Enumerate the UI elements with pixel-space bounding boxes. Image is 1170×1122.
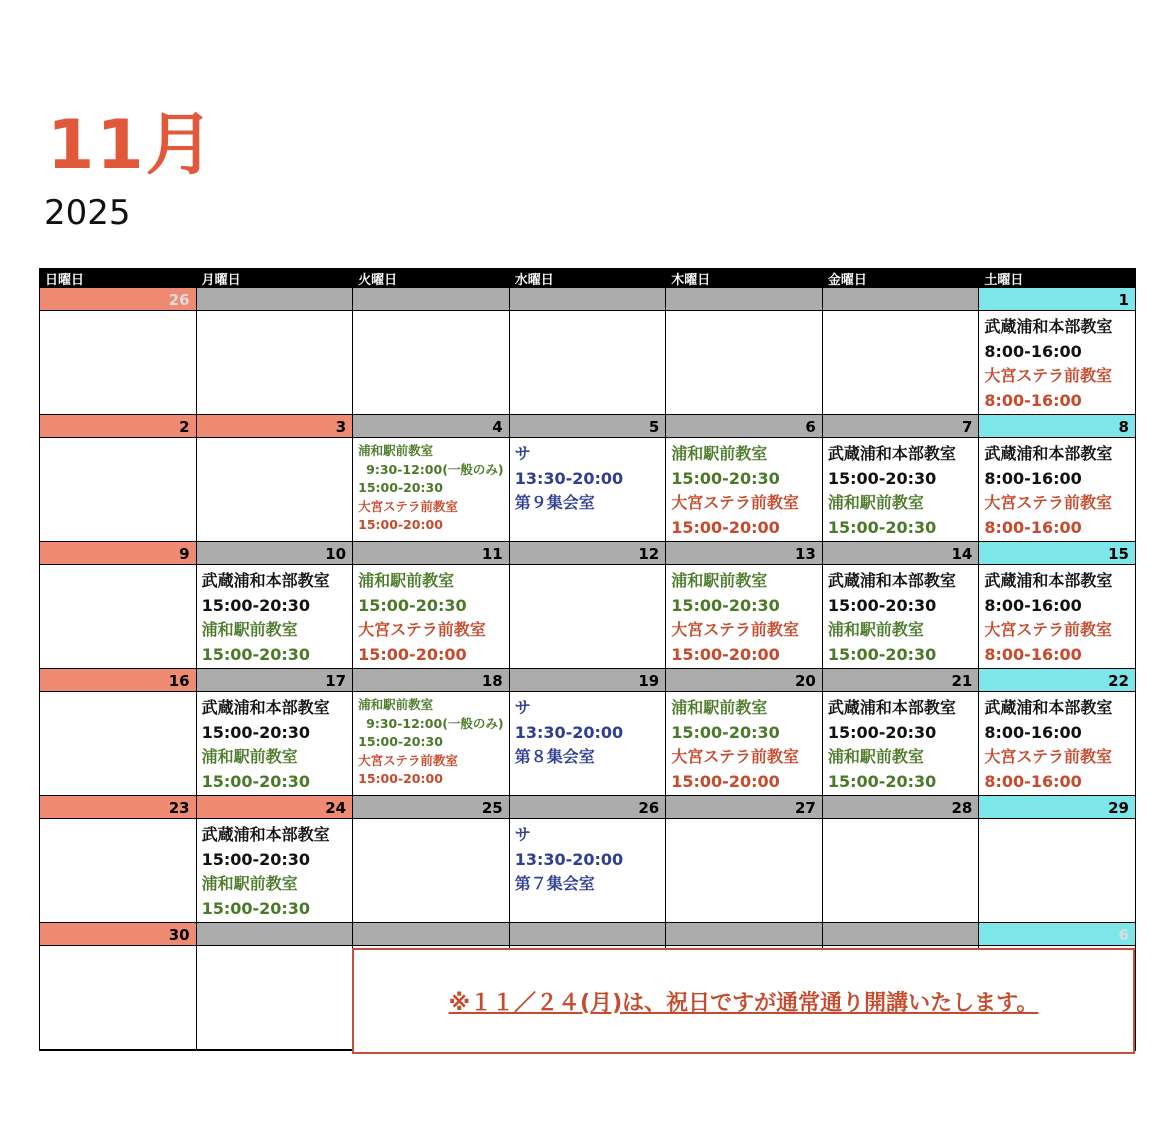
date-row <box>40 288 1136 311</box>
day-cell <box>979 819 1136 923</box>
day-cell <box>40 946 197 1050</box>
day-number: 30 <box>40 923 197 946</box>
day-cell <box>666 311 823 415</box>
day-cell <box>197 946 354 1050</box>
event-line: 15:00-20:30 <box>201 644 311 664</box>
day-number: 12 <box>510 542 667 565</box>
day-number <box>353 923 510 946</box>
event-line: 浦和駅前教室 <box>671 571 768 590</box>
event-line: 浦和駅前教室 <box>827 620 924 639</box>
event-line: 15:00-20:30 <box>671 722 780 742</box>
day-number: 6 <box>979 923 1136 946</box>
day-number: 21 <box>823 669 980 692</box>
event-line: 大宮ステラ前教室 <box>671 620 799 639</box>
day-number: 16 <box>40 669 197 692</box>
day-cell <box>823 438 980 542</box>
day-number: 2 <box>40 415 197 438</box>
day-cell <box>353 311 510 415</box>
day-number <box>510 923 667 946</box>
event-line: 15:00-20:30 <box>671 595 780 615</box>
event-line: サ <box>514 825 531 844</box>
day-cell <box>353 438 510 542</box>
event-line: 8:00-16:00 <box>984 722 1082 742</box>
week-row <box>40 438 1136 542</box>
event-line: 武蔵浦和本部教室 <box>827 571 956 590</box>
event-line: 8:00-16:00 <box>984 341 1082 361</box>
date-row <box>40 542 1136 565</box>
day-number: 26 <box>510 796 667 819</box>
day-cell <box>510 819 667 923</box>
weekday-monday: 月曜日 <box>201 273 241 288</box>
day-cell <box>666 438 823 542</box>
day-cell <box>40 819 197 923</box>
event-line: 大宮ステラ前教室 <box>358 498 458 514</box>
event-line: 武蔵浦和本部教室 <box>984 571 1113 590</box>
day-cell <box>510 311 667 415</box>
notice-text: ※１１／２４(月)は、祝日ですが通常通り開講いたします。 <box>448 990 1039 1016</box>
event-line: 大宮ステラ前教室 <box>671 747 799 766</box>
day-cell <box>979 692 1136 796</box>
day-number: 20 <box>666 669 823 692</box>
day-number: 25 <box>353 796 510 819</box>
day-cell <box>40 438 197 542</box>
event-line: 8:00-16:00 <box>984 595 1082 615</box>
day-cell <box>197 819 354 923</box>
event-line: サ <box>514 444 531 463</box>
week-row <box>40 311 1136 415</box>
day-cell <box>979 565 1136 669</box>
day-cell <box>510 692 667 796</box>
event-line: 大宮ステラ前教室 <box>984 366 1113 385</box>
weekday-friday: 金曜日 <box>827 273 867 288</box>
day-cell <box>666 565 823 669</box>
day-number: 13 <box>666 542 823 565</box>
event-line: 8:00-16:00 <box>984 517 1082 537</box>
event-line: 9:30-12:00(一般のみ) <box>366 715 504 731</box>
event-line: 浦和駅前教室 <box>671 444 768 463</box>
day-cell <box>823 565 980 669</box>
day-cell <box>40 692 197 796</box>
event-line: 第９集会室 <box>514 493 595 512</box>
day-number: 14 <box>823 542 980 565</box>
event-line: 武蔵浦和本部教室 <box>201 571 330 590</box>
event-line: 第７集会室 <box>514 874 595 893</box>
event-line: 15:00-20:30 <box>201 771 311 791</box>
day-number: 26 <box>40 288 197 311</box>
event-line: 15:00-20:00 <box>358 644 467 664</box>
day-number: 15 <box>979 542 1136 565</box>
day-cell <box>979 311 1136 415</box>
day-number: 17 <box>197 669 354 692</box>
day-cell <box>666 692 823 796</box>
event-line: 武蔵浦和本部教室 <box>984 317 1113 336</box>
event-line: 浦和駅前教室 <box>671 698 768 717</box>
day-cell <box>353 819 510 923</box>
weekday-tuesday: 火曜日 <box>358 273 398 288</box>
event-line: 15:00-20:30 <box>827 644 937 664</box>
date-row <box>40 415 1136 438</box>
event-line: 武蔵浦和本部教室 <box>201 698 330 717</box>
event-line: 15:00-20:00 <box>358 517 443 533</box>
event-line: 15:00-20:30 <box>671 468 780 488</box>
calendar-weeks <box>40 288 1136 1050</box>
day-cell <box>40 311 197 415</box>
day-number: 28 <box>823 796 980 819</box>
event-line: 15:00-20:00 <box>671 771 780 791</box>
event-line: 15:00-20:30 <box>201 849 311 869</box>
day-number: 18 <box>353 669 510 692</box>
event-line: 武蔵浦和本部教室 <box>984 444 1113 463</box>
event-line: 13:30-20:00 <box>514 722 624 742</box>
day-cell <box>823 311 980 415</box>
day-number <box>823 288 980 311</box>
day-cell <box>666 819 823 923</box>
day-number: 10 <box>197 542 354 565</box>
event-line: 8:00-16:00 <box>984 468 1082 488</box>
day-number: 22 <box>979 669 1136 692</box>
event-line: 大宮ステラ前教室 <box>984 493 1113 512</box>
event-line: 武蔵浦和本部教室 <box>827 444 956 463</box>
event-line: 武蔵浦和本部教室 <box>827 698 956 717</box>
event-line: 浦和駅前教室 <box>827 747 924 766</box>
week-row <box>40 692 1136 796</box>
event-line: 15:00-20:00 <box>671 517 780 537</box>
event-line: 15:00-20:00 <box>671 644 780 664</box>
week-row <box>40 565 1136 669</box>
event-line: 15:00-20:30 <box>827 595 937 615</box>
day-cell <box>197 565 354 669</box>
day-number: 29 <box>979 796 1136 819</box>
day-cell <box>979 438 1136 542</box>
day-number: 9 <box>40 542 197 565</box>
event-line: 大宮ステラ前教室 <box>671 493 799 512</box>
day-number: 11 <box>353 542 510 565</box>
day-number <box>510 288 667 311</box>
weekday-wednesday: 水曜日 <box>514 273 554 288</box>
day-number <box>823 923 980 946</box>
event-line: 15:00-20:30 <box>358 480 443 496</box>
day-cell <box>353 692 510 796</box>
day-number <box>666 288 823 311</box>
date-row <box>40 796 1136 819</box>
day-number: 27 <box>666 796 823 819</box>
day-cell <box>823 692 980 796</box>
day-number: 24 <box>197 796 354 819</box>
event-line: 浦和駅前教室 <box>201 747 298 766</box>
day-cell <box>40 565 197 669</box>
day-cell <box>197 692 354 796</box>
event-line: 15:00-20:30 <box>827 517 937 537</box>
event-line: 大宮ステラ前教室 <box>358 752 458 768</box>
event-line: 15:00-20:30 <box>201 898 311 918</box>
weekday-sunday: 日曜日 <box>45 273 85 288</box>
event-line: 15:00-20:30 <box>827 771 937 791</box>
month-title: 11月 <box>47 106 216 185</box>
day-number: 4 <box>353 415 510 438</box>
day-cell <box>823 819 980 923</box>
event-line: 15:00-20:30 <box>201 595 311 615</box>
event-line: 浦和駅前教室 <box>358 571 455 590</box>
event-line: 浦和駅前教室 <box>358 443 434 458</box>
day-number: 1 <box>979 288 1136 311</box>
event-line: 15:00-20:30 <box>827 722 937 742</box>
event-line: 第８集会室 <box>514 747 595 766</box>
weekday-saturday: 土曜日 <box>984 273 1024 288</box>
day-number: 7 <box>823 415 980 438</box>
week-row <box>40 819 1136 923</box>
event-line: 大宮ステラ前教室 <box>358 620 486 639</box>
day-cell <box>353 565 510 669</box>
day-number: 5 <box>510 415 667 438</box>
day-number <box>197 288 354 311</box>
day-number: 3 <box>197 415 354 438</box>
event-line: 8:00-16:00 <box>984 644 1082 664</box>
event-line: 15:00-20:30 <box>201 722 311 742</box>
day-cell <box>510 438 667 542</box>
event-line: 15:00-20:30 <box>358 734 443 750</box>
event-line: 15:00-20:30 <box>358 595 467 615</box>
event-line: 15:00-20:00 <box>358 771 443 787</box>
day-number <box>353 288 510 311</box>
event-line: 8:00-16:00 <box>984 771 1082 791</box>
weekday-header <box>40 268 1136 288</box>
day-number: 6 <box>666 415 823 438</box>
day-cell <box>510 565 667 669</box>
calendar-grid <box>39 268 1136 1051</box>
event-line: 大宮ステラ前教室 <box>984 747 1113 766</box>
weekday-thursday: 木曜日 <box>671 273 711 288</box>
day-cell <box>197 311 354 415</box>
date-row <box>40 669 1136 692</box>
date-row <box>40 923 1136 946</box>
event-line: 武蔵浦和本部教室 <box>984 698 1113 717</box>
day-cell <box>197 438 354 542</box>
event-line: サ <box>514 698 531 717</box>
event-line: 大宮ステラ前教室 <box>984 620 1113 639</box>
day-number: 8 <box>979 415 1136 438</box>
event-line: 浦和駅前教室 <box>827 493 924 512</box>
event-line: 13:30-20:00 <box>514 468 624 488</box>
day-number <box>666 923 823 946</box>
event-line: 浦和駅前教室 <box>201 620 298 639</box>
event-line: 浦和駅前教室 <box>358 697 434 712</box>
day-number: 23 <box>40 796 197 819</box>
day-number <box>197 923 354 946</box>
year-title: 2025 <box>44 193 131 233</box>
event-line: 9:30-12:00(一般のみ) <box>366 461 504 477</box>
event-line: 浦和駅前教室 <box>201 874 298 893</box>
event-line: 8:00-16:00 <box>984 390 1082 410</box>
notice-box <box>352 948 1135 1054</box>
event-line: 武蔵浦和本部教室 <box>201 825 330 844</box>
day-number: 19 <box>510 669 667 692</box>
event-line: 15:00-20:30 <box>827 468 937 488</box>
event-line: 13:30-20:00 <box>514 849 624 869</box>
